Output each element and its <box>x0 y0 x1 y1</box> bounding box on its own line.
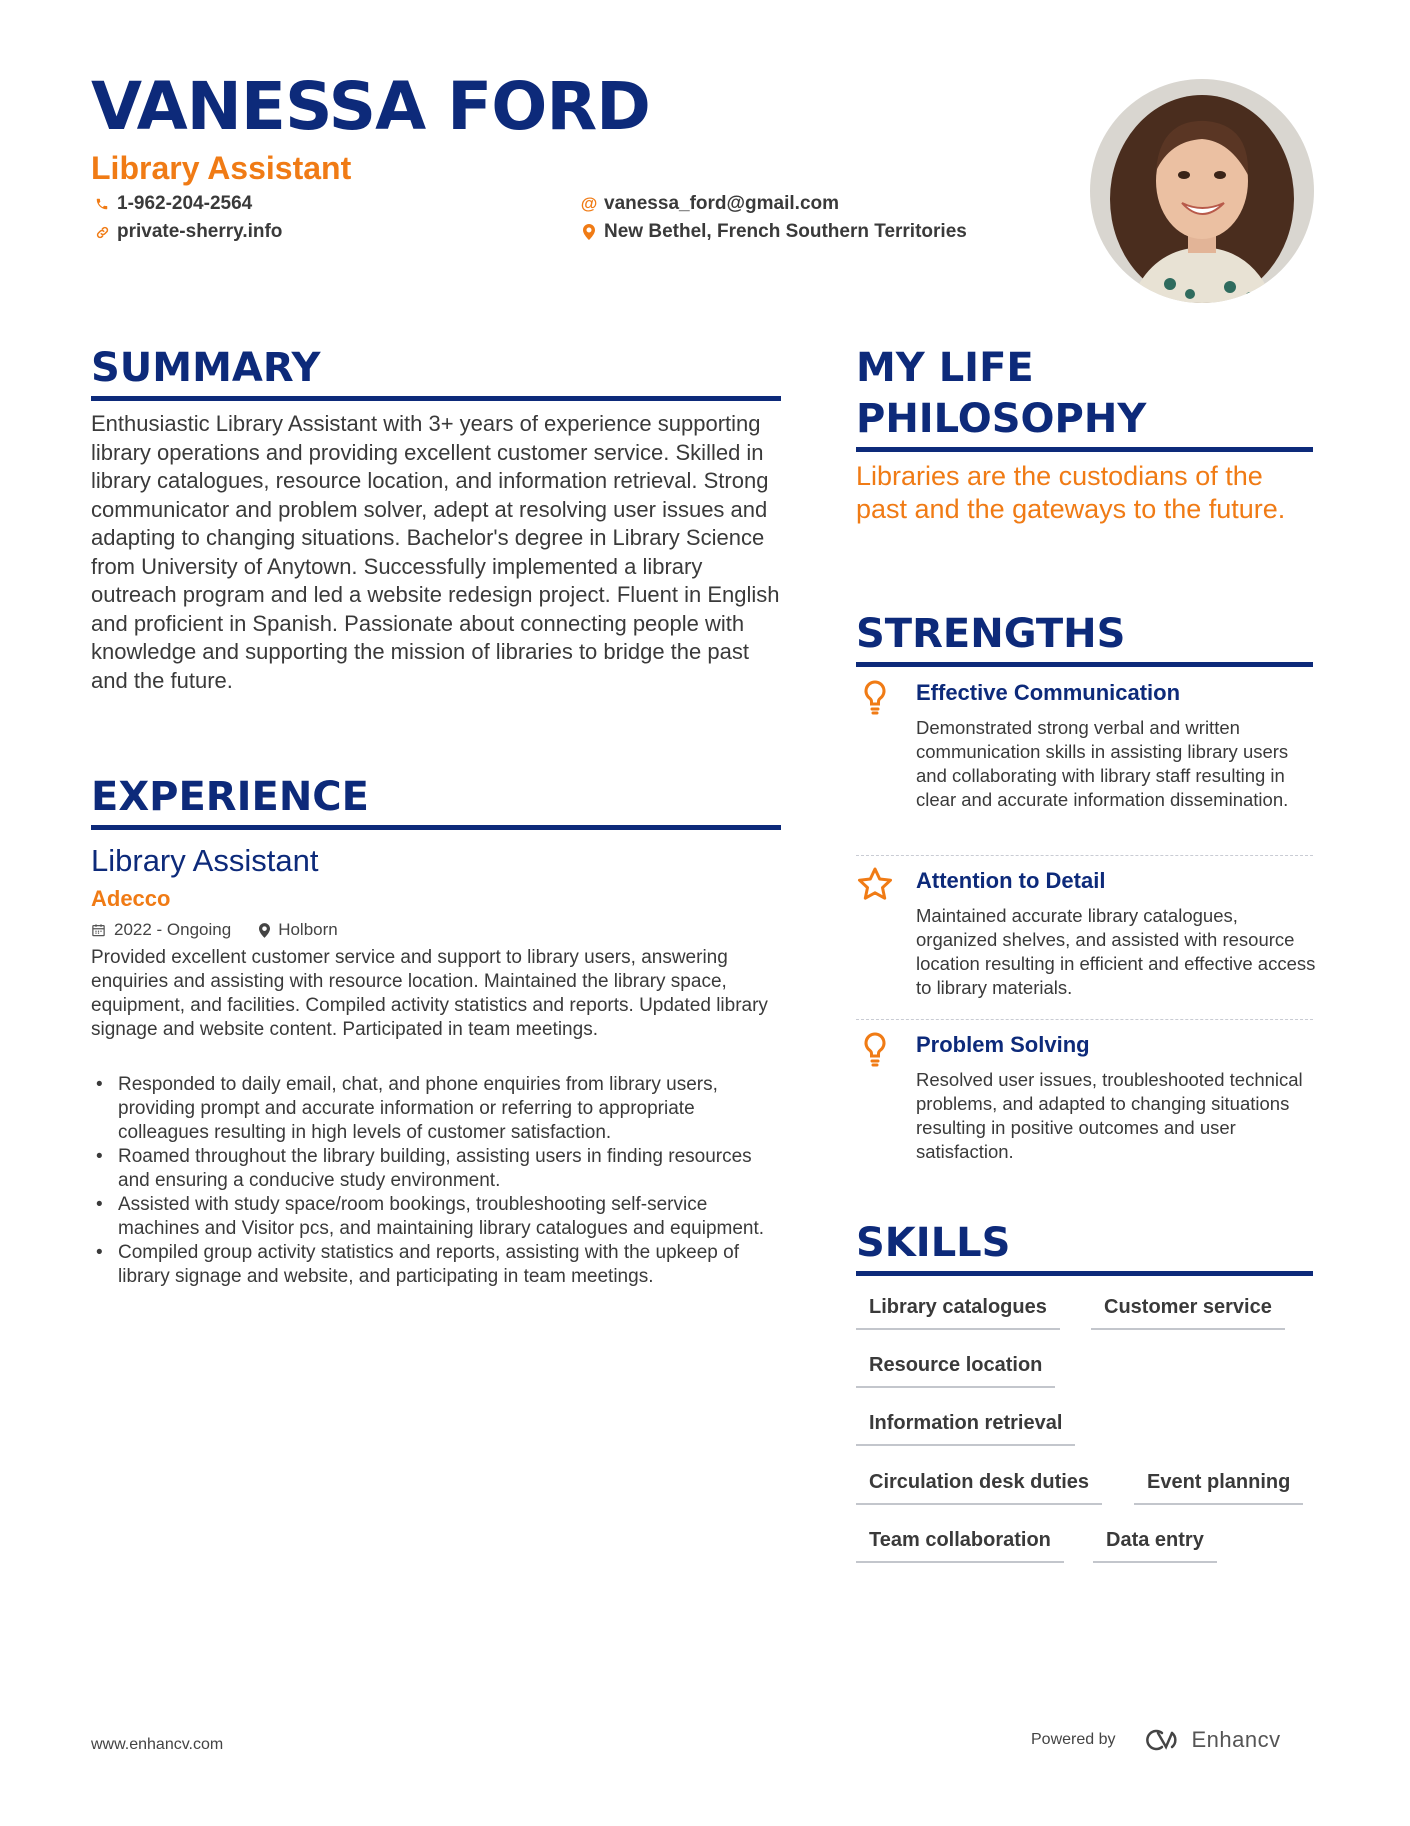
candidate-title: Library Assistant <box>91 150 352 186</box>
job-dates-text: 2022 - Ongoing <box>114 920 232 939</box>
list-item: • Compiled group activity statistics and reports, assisting with the upkeep of library signage and website, and participating in team meetings. <box>91 1241 781 1289</box>
email-text[interactable]: vanessa_ford@gmail.com <box>604 193 840 214</box>
brand-name: Enhancv <box>1191 1727 1281 1752</box>
divider <box>856 855 1313 856</box>
philosophy-quote: Libraries are the custodians of the past and the gateways to the future. <box>856 461 1286 524</box>
link-icon <box>91 225 113 240</box>
contact-phone <box>91 193 252 215</box>
location-text: New Bethel, French Southern Territories <box>604 221 967 242</box>
footer-website[interactable]: www.enhancv.com <box>91 1736 224 1753</box>
strength-title: Effective Communication <box>916 680 1181 705</box>
list-item: • Responded to daily email, chat, and phone enquiries from library users, providing prompt and accurate information or referring to appropriate colleagues resulting in high levels of customer satisfaction. <box>91 1073 781 1145</box>
strength-description: Maintained accurate library catalogues, organized shelves, and assisted with resource location resulting in efficient and effective access to library materials. <box>916 905 1316 998</box>
contact-location <box>578 221 967 243</box>
phone-icon <box>91 197 113 211</box>
strength-item <box>856 1030 1313 1170</box>
contact-website[interactable] <box>91 221 282 243</box>
job-bullets <box>91 1073 781 1289</box>
candidate-name: VANESSA FORD <box>91 68 650 145</box>
summary-heading: SUMMARY <box>91 343 781 401</box>
philosophy-heading-line1: MY LIFE <box>856 345 1034 391</box>
strength-title: Attention to Detail <box>916 868 1106 893</box>
job-description: Provided excellent customer service and support to library users, answering enquiries and assisting with resource location. Maintained the library space, equipment, and facilities. Compiled activity statistics and reports. Updated library signage and website content. Participated in team meetings. <box>91 947 768 1040</box>
list-item: • Assisted with study space/room bookings, troubleshooting self-service machines and Visitor pcs, and maintaining library catalogues and equipment. <box>91 1193 781 1241</box>
location-pin-icon <box>578 224 600 240</box>
footer-branding[interactable] <box>1031 1727 1281 1753</box>
lightbulb-icon <box>856 1030 894 1068</box>
profile-photo <box>1090 79 1314 303</box>
list-item: • Roamed throughout the library building, assisting users in finding resources and ensuring a conducive study environment. <box>91 1145 781 1193</box>
strength-title: Problem Solving <box>916 1032 1090 1057</box>
skill-tag: Customer service <box>1091 1296 1285 1330</box>
strengths-heading: STRENGTHS <box>856 609 1313 667</box>
calendar-icon <box>91 922 106 938</box>
divider <box>856 1019 1313 1020</box>
website-text[interactable]: private-sherry.info <box>117 221 283 242</box>
philosophy-heading <box>856 343 1313 452</box>
strength-item <box>856 678 1313 838</box>
enhancv-logo-icon <box>1142 1727 1188 1753</box>
strength-description: Resolved user issues, troubleshooted technical problems, and adapted to changing situations resulting in positive outcomes and user satisfaction. <box>916 1069 1303 1162</box>
job-location-text: Holborn <box>278 920 338 939</box>
job-title: Library Assistant <box>91 843 319 878</box>
summary-text: Enthusiastic Library Assistant with 3+ years of experience supporting library operations and providing excellent customer service. Skilled in library catalogues, resource location, and information retrieval. Strong communicator and problem solver, adept at resolving user issues and adapting to changing situations. Bachelor's degree in Library Science from University of Anytown. Successfully implemented a library outreach program and led a website redesign project. Fluent in English and proficient in Spanish. Passionate about connecting people with knowledge and supporting the mission of libraries to bridge the past and the future. <box>91 411 780 693</box>
skill-tag: Resource location <box>856 1354 1055 1388</box>
powered-by-text: Powered by <box>1031 1731 1116 1748</box>
job-location <box>259 920 338 940</box>
philosophy-heading-line2: PHILOSOPHY <box>856 396 1147 442</box>
at-icon: @ <box>580 194 598 213</box>
skill-tag: Library catalogues <box>856 1296 1060 1330</box>
strength-item <box>856 866 1316 1006</box>
skill-tag: Circulation desk duties <box>856 1471 1102 1505</box>
skill-tag: Information retrieval <box>856 1412 1075 1446</box>
job-dates <box>91 920 231 940</box>
strength-description: Demonstrated strong verbal and written communication skills in assisting library users and collaborating with library staff resulting in clear and accurate information dissemination. <box>916 717 1289 810</box>
location-pin-icon <box>259 923 270 938</box>
skills-heading: SKILLS <box>856 1218 1313 1276</box>
job-meta <box>91 920 338 940</box>
experience-heading: EXPERIENCE <box>91 772 781 830</box>
skill-tag: Data entry <box>1093 1529 1217 1563</box>
skill-tag: Team collaboration <box>856 1529 1064 1563</box>
skill-tag: Event planning <box>1134 1471 1303 1505</box>
star-icon <box>856 866 894 904</box>
lightbulb-icon <box>856 678 894 716</box>
contact-email[interactable] <box>578 193 839 215</box>
phone-text: 1-962-204-2564 <box>117 193 253 214</box>
company-name: Adecco <box>91 886 171 911</box>
